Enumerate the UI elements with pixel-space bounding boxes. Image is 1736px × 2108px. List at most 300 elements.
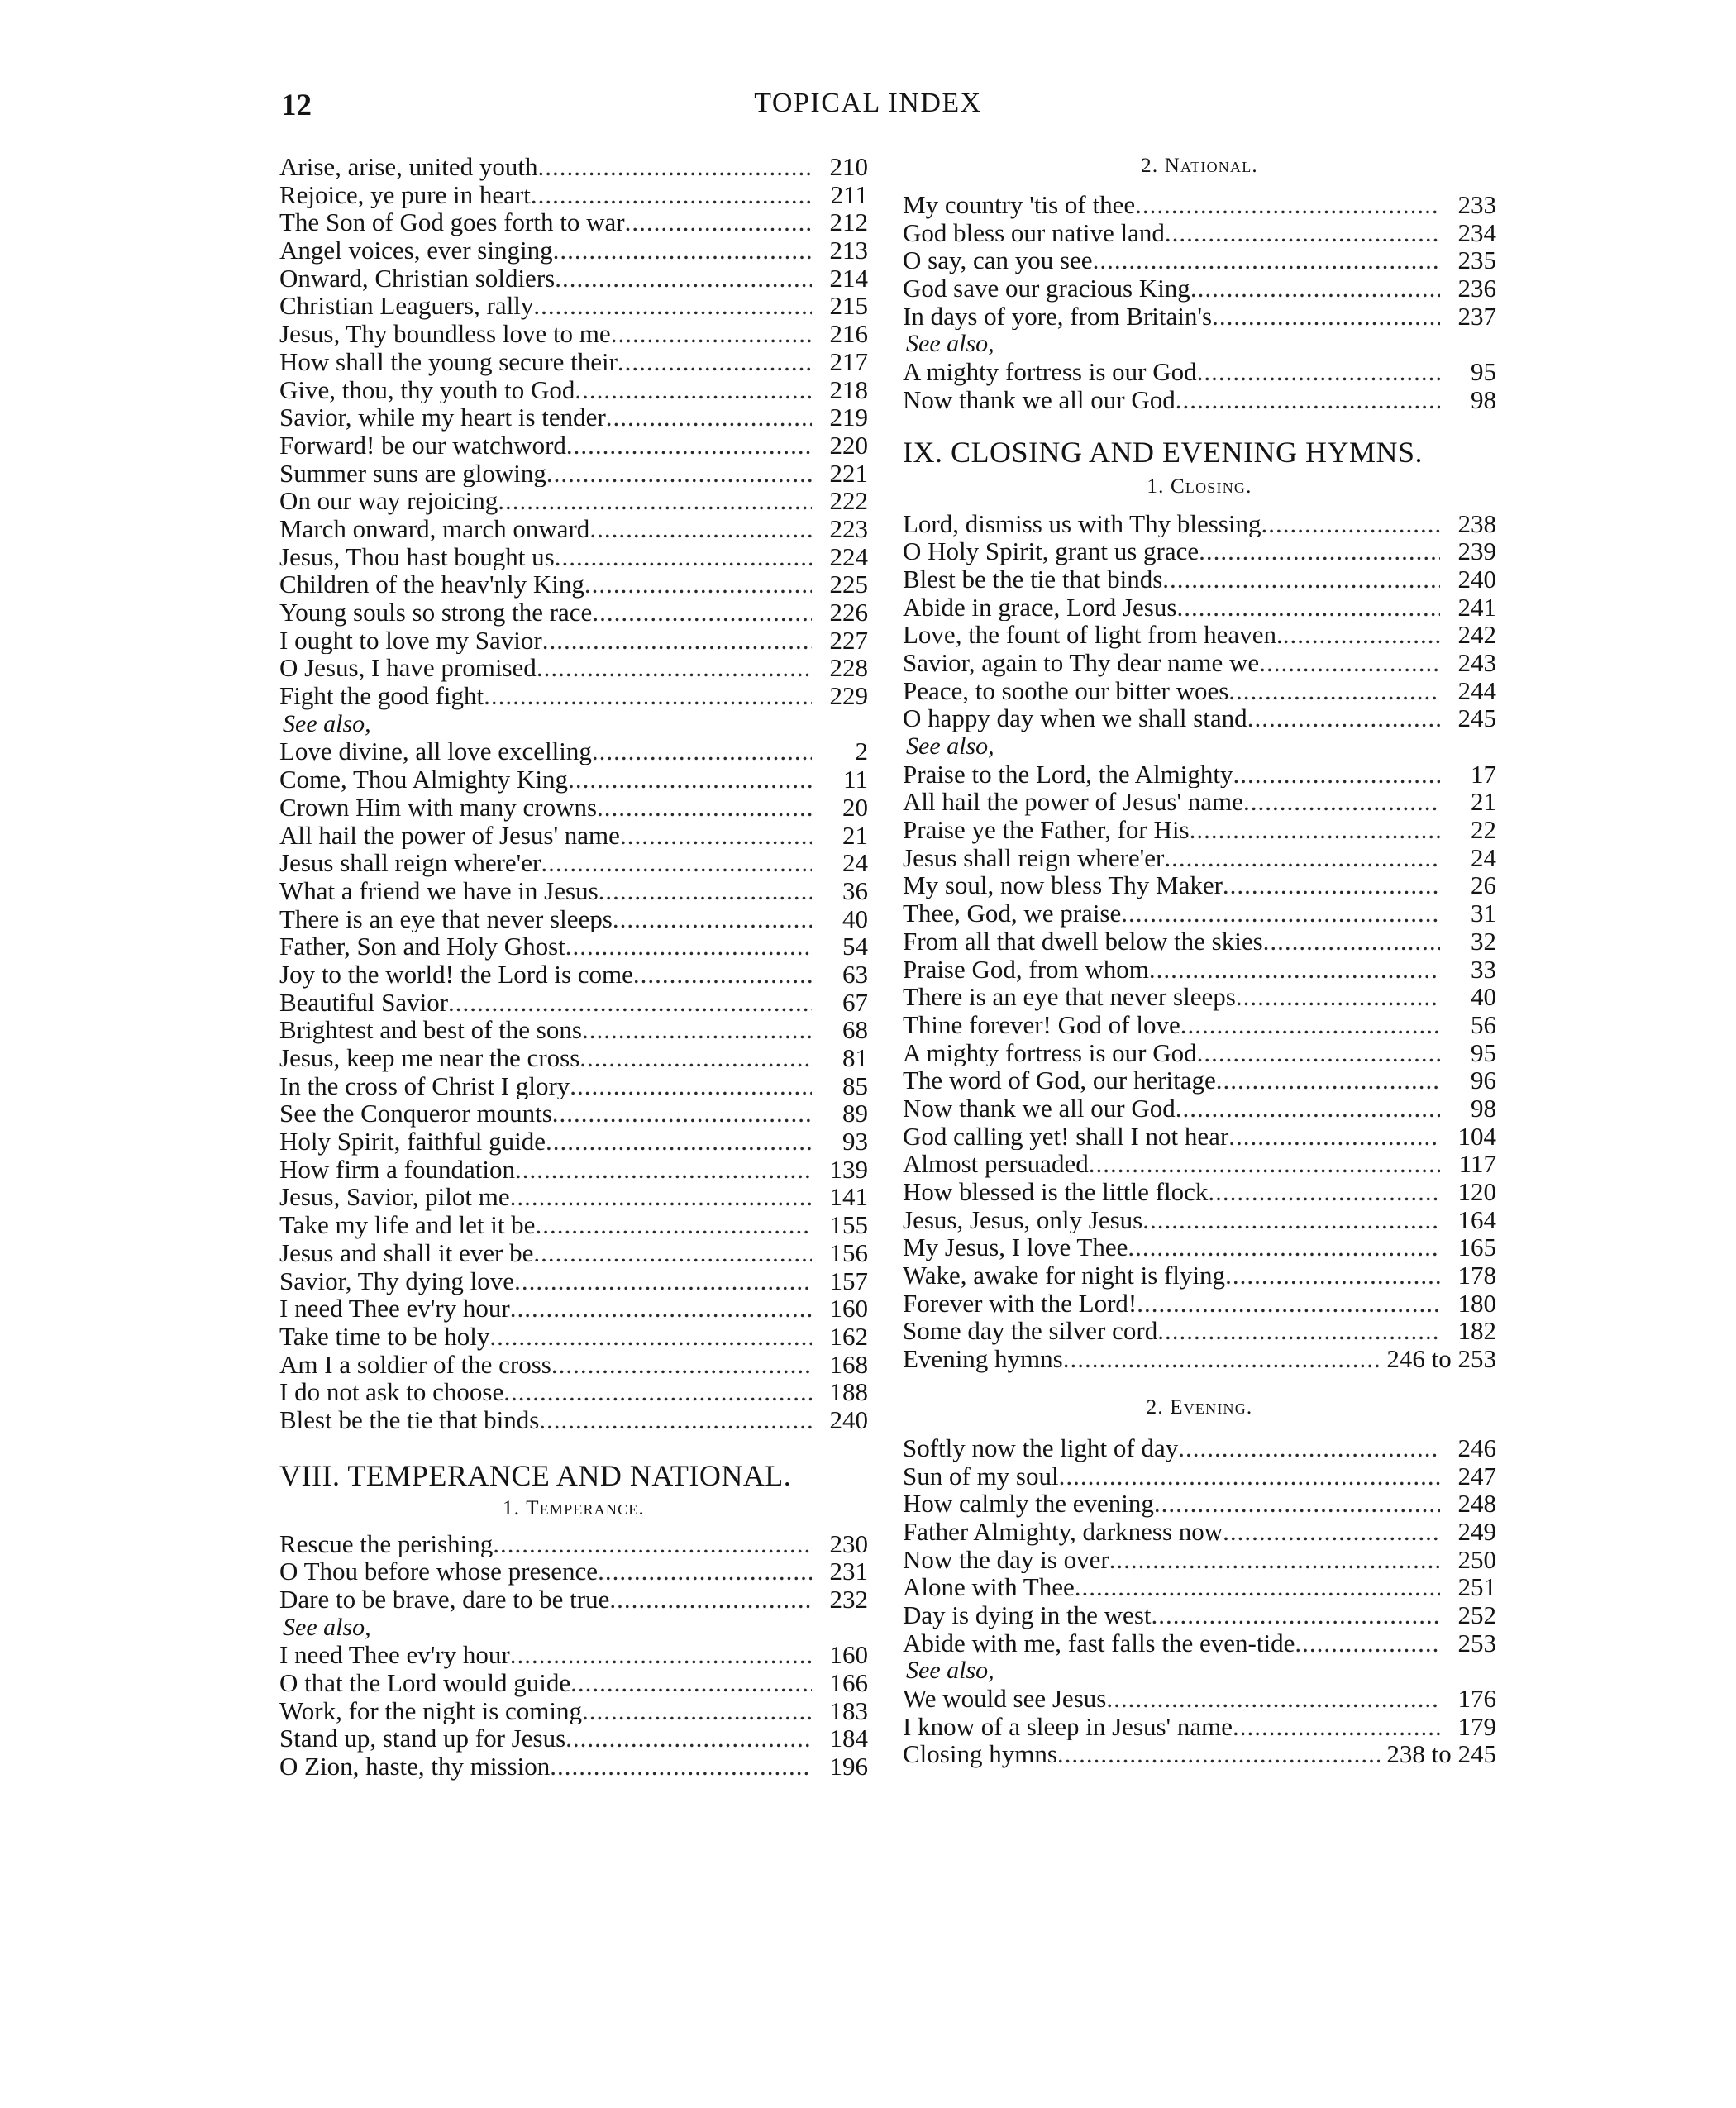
dot-leader bbox=[1059, 1462, 1440, 1490]
hymn-title: Some day the silver cord bbox=[903, 1317, 1158, 1346]
index-entry bbox=[279, 1351, 868, 1379]
index-entry bbox=[279, 765, 868, 794]
hymn-number: 238 to 245 bbox=[1386, 1740, 1496, 1769]
hymn-title: Jesus shall reign where'er bbox=[279, 849, 541, 877]
dot-leader bbox=[618, 348, 812, 376]
hymn-title: How calmly the evening bbox=[903, 1490, 1154, 1518]
hymn-number: 238 bbox=[1457, 509, 1496, 538]
index-entry bbox=[279, 292, 868, 320]
dot-leader bbox=[1106, 1685, 1440, 1713]
dot-leader bbox=[1162, 565, 1440, 594]
hymn-title: O Jesus, I have promised bbox=[279, 654, 537, 683]
dot-leader bbox=[535, 1211, 812, 1239]
index-entry bbox=[279, 1016, 868, 1044]
dot-leader bbox=[1208, 1178, 1440, 1206]
hymn-title: Forward! be our watchword bbox=[279, 431, 566, 460]
dot-leader bbox=[611, 320, 812, 348]
dot-leader bbox=[1164, 844, 1440, 872]
index-entry bbox=[279, 877, 868, 905]
subsection-number: 1. bbox=[503, 1496, 521, 1519]
hymn-title: Evening hymns bbox=[903, 1345, 1063, 1373]
subsection-heading-closing bbox=[903, 474, 1496, 500]
hymn-number: 156 bbox=[829, 1238, 868, 1267]
hymn-number: 240 bbox=[829, 1405, 868, 1434]
dot-leader bbox=[1228, 1123, 1440, 1151]
hymn-number: 241 bbox=[1457, 593, 1496, 622]
index-entry bbox=[903, 1011, 1496, 1039]
index-entry bbox=[903, 358, 1496, 386]
hymn-title: Young souls so strong the race bbox=[279, 599, 593, 627]
dot-leader bbox=[510, 1641, 812, 1669]
index-entry bbox=[279, 1557, 868, 1586]
index-entry bbox=[279, 1128, 868, 1156]
dot-leader bbox=[551, 1351, 812, 1379]
hymn-title: Forever with the Lord! bbox=[903, 1289, 1137, 1318]
index-entry bbox=[279, 849, 868, 877]
index-entry bbox=[903, 983, 1496, 1011]
hymn-number: 63 bbox=[842, 960, 868, 989]
hymn-number: 218 bbox=[829, 375, 868, 404]
youth-hymn-list bbox=[279, 153, 868, 710]
hymn-title: Abide with me, fast falls the even-tide bbox=[903, 1629, 1295, 1657]
hymn-title: Work, for the night is coming bbox=[279, 1696, 583, 1725]
hymn-title: O Thou before whose presence bbox=[279, 1557, 599, 1586]
hymn-number: 11 bbox=[843, 765, 868, 794]
section-heading-viii: VIII. TEMPERANCE AND NATIONAL. bbox=[279, 1458, 792, 1492]
hymn-title: Softly now the light of day bbox=[903, 1433, 1179, 1462]
hymn-title: The Son of God goes forth to war bbox=[279, 208, 625, 237]
see-also-label: See also, bbox=[283, 1613, 371, 1641]
hymn-title: The word of God, our heritage bbox=[903, 1066, 1216, 1095]
index-entry bbox=[903, 899, 1496, 928]
hymn-title: Abide in grace, Lord Jesus bbox=[903, 593, 1177, 622]
index-entry bbox=[903, 816, 1496, 844]
dot-leader bbox=[1295, 1629, 1440, 1657]
index-entry bbox=[903, 510, 1496, 538]
hymn-title: How blessed is the little flock bbox=[903, 1178, 1209, 1206]
hymn-number: 24 bbox=[842, 849, 868, 877]
hymn-number: 246 to 253 bbox=[1386, 1345, 1496, 1373]
dot-leader bbox=[1247, 704, 1440, 732]
dot-leader bbox=[1216, 1066, 1440, 1095]
index-entry bbox=[903, 1345, 1496, 1373]
hymn-number: 31 bbox=[1471, 899, 1496, 928]
hymn-number: 165 bbox=[1457, 1233, 1496, 1262]
hymn-number: 212 bbox=[829, 208, 868, 237]
hymn-number: 214 bbox=[829, 264, 868, 293]
hymn-title: How firm a foundation bbox=[279, 1155, 515, 1184]
hymn-number: 33 bbox=[1471, 955, 1496, 984]
hymn-number: 188 bbox=[829, 1378, 868, 1406]
index-entry bbox=[279, 515, 868, 543]
dot-leader bbox=[555, 543, 812, 571]
hymn-title: My soul, now bless Thy Maker bbox=[903, 871, 1223, 900]
hymn-title: In the cross of Christ I glory bbox=[279, 1071, 570, 1100]
hymn-title: Father, Son and Holy Ghost bbox=[279, 932, 565, 961]
dot-leader bbox=[541, 849, 812, 877]
index-entry bbox=[903, 1518, 1496, 1546]
hymn-title: Praise ye the Father, for His bbox=[903, 816, 1190, 844]
index-entry bbox=[279, 1641, 868, 1669]
index-entry bbox=[279, 932, 868, 961]
dot-leader bbox=[542, 627, 812, 655]
index-entry bbox=[279, 1183, 868, 1211]
dot-leader bbox=[448, 989, 812, 1017]
hymn-title: Savior, while my heart is tender bbox=[279, 403, 606, 432]
dot-leader bbox=[599, 877, 812, 905]
hymn-title: Fight the good fight bbox=[279, 682, 484, 710]
hymn-title: On our way rejoicing bbox=[279, 487, 498, 515]
dot-leader bbox=[1233, 1713, 1440, 1741]
see-also-label: See also, bbox=[283, 709, 371, 737]
hymn-number: 21 bbox=[1471, 788, 1496, 817]
index-entry bbox=[279, 376, 868, 404]
hymn-number: 210 bbox=[829, 153, 868, 181]
index-entry bbox=[903, 1233, 1496, 1261]
hymn-number: 211 bbox=[830, 180, 868, 209]
hymn-title: God calling yet! shall I not hear bbox=[903, 1122, 1229, 1151]
index-entry bbox=[279, 627, 868, 655]
dot-leader bbox=[550, 1753, 812, 1781]
index-entry bbox=[279, 320, 868, 348]
hymn-title: Summer suns are glowing bbox=[279, 459, 546, 488]
hymn-title: Come, Thou Almighty King bbox=[279, 765, 569, 794]
hymn-title: Praise to the Lord, the Almighty bbox=[903, 760, 1233, 789]
dot-leader bbox=[582, 1697, 812, 1725]
index-entry bbox=[903, 1713, 1496, 1741]
hymn-number: 85 bbox=[842, 1071, 868, 1100]
dot-leader bbox=[1178, 1434, 1440, 1462]
hymn-title: Father Almighty, darkness now bbox=[903, 1517, 1223, 1546]
dot-leader bbox=[1089, 1150, 1440, 1178]
index-entry bbox=[903, 219, 1496, 247]
hymn-number: 160 bbox=[829, 1295, 868, 1323]
hymn-number: 235 bbox=[1457, 246, 1496, 275]
hymn-number: 155 bbox=[829, 1211, 868, 1239]
dot-leader bbox=[592, 737, 812, 765]
hymn-number: 36 bbox=[842, 876, 868, 905]
dot-leader bbox=[1190, 816, 1440, 844]
index-entry bbox=[279, 961, 868, 989]
dot-leader bbox=[584, 570, 812, 599]
hymn-title: Peace, to soothe our bitter woes bbox=[903, 676, 1229, 705]
dot-leader bbox=[484, 682, 812, 710]
dot-leader bbox=[553, 236, 812, 265]
evening-see-also-list bbox=[903, 1685, 1496, 1768]
subsection-label: Closing. bbox=[1171, 475, 1252, 498]
hymn-number: 98 bbox=[1471, 385, 1496, 414]
dot-leader bbox=[1223, 871, 1440, 899]
hymn-number: 157 bbox=[829, 1266, 868, 1295]
dot-leader bbox=[1121, 899, 1440, 928]
index-entry bbox=[279, 265, 868, 293]
index-entry bbox=[279, 1156, 868, 1184]
hymn-number: 245 bbox=[1457, 704, 1496, 732]
hymn-number: 2 bbox=[855, 737, 868, 766]
hymn-title: I ought to love my Savior bbox=[279, 626, 542, 655]
index-entry bbox=[903, 677, 1496, 705]
dot-leader bbox=[570, 1072, 812, 1100]
hymn-title: God save our gracious King bbox=[903, 274, 1190, 303]
hymn-title: Angel voices, ever singing bbox=[279, 236, 553, 265]
hymn-title: Blest be the tie that binds bbox=[903, 565, 1163, 594]
dot-leader bbox=[592, 599, 812, 627]
hymn-number: 166 bbox=[829, 1669, 868, 1697]
dot-leader bbox=[1176, 594, 1440, 622]
hymn-number: 20 bbox=[842, 793, 868, 822]
index-entry bbox=[903, 1546, 1496, 1574]
hymn-title: Brightest and best of the sons bbox=[279, 1016, 582, 1044]
hymn-number: 68 bbox=[842, 1016, 868, 1044]
dot-leader bbox=[503, 1378, 812, 1406]
index-entry bbox=[279, 905, 868, 933]
index-entry bbox=[279, 1530, 868, 1558]
dot-leader bbox=[510, 1183, 812, 1211]
running-head: TOPICAL INDEX bbox=[754, 88, 982, 118]
hymn-number: 244 bbox=[1457, 676, 1496, 705]
dot-leader bbox=[566, 432, 812, 460]
dot-leader bbox=[579, 1044, 812, 1072]
dot-leader bbox=[1190, 274, 1440, 303]
hymn-title: Jesus shall reign where'er bbox=[903, 843, 1165, 872]
index-entry bbox=[279, 1044, 868, 1072]
hymn-number: 215 bbox=[829, 292, 868, 321]
dot-leader bbox=[538, 153, 812, 181]
index-entry bbox=[279, 1378, 868, 1406]
hymn-title: Take time to be holy bbox=[279, 1322, 490, 1351]
hymn-number: 227 bbox=[829, 626, 868, 655]
hymn-number: 222 bbox=[829, 487, 868, 515]
hymn-title: Closing hymns bbox=[903, 1740, 1057, 1769]
dot-leader bbox=[552, 1099, 812, 1128]
index-entry bbox=[279, 654, 868, 682]
index-entry bbox=[903, 1629, 1496, 1657]
hymn-title: Onward, Christian soldiers bbox=[279, 264, 556, 293]
dot-leader bbox=[1223, 1518, 1440, 1546]
section-heading-ix: IX. CLOSING AND EVENING HYMNS. bbox=[903, 435, 1423, 469]
dot-leader bbox=[597, 794, 812, 822]
dot-leader bbox=[1263, 928, 1440, 956]
dot-leader bbox=[533, 1239, 812, 1267]
hymn-title: What a friend we have in Jesus bbox=[279, 876, 599, 905]
hymn-title: Now the day is over bbox=[903, 1545, 1109, 1574]
hymn-title: Am I a soldier of the cross bbox=[279, 1350, 551, 1379]
index-entry bbox=[279, 1406, 868, 1434]
subsection-heading-national bbox=[903, 153, 1496, 179]
dot-leader bbox=[533, 292, 812, 320]
index-entry bbox=[279, 543, 868, 571]
dot-leader bbox=[546, 1128, 812, 1156]
hymn-number: 40 bbox=[842, 904, 868, 933]
hymn-title: Thine forever! God of love bbox=[903, 1010, 1180, 1039]
index-entry bbox=[903, 1066, 1496, 1095]
dot-leader bbox=[531, 181, 812, 209]
hymn-title: Thee, God, we praise bbox=[903, 899, 1122, 928]
index-entry bbox=[903, 1490, 1496, 1518]
hymn-number: 162 bbox=[829, 1322, 868, 1351]
index-entry bbox=[903, 1685, 1496, 1713]
hymn-number: 243 bbox=[1457, 648, 1496, 677]
hymn-title: Jesus, Thy boundless love to me bbox=[279, 320, 611, 348]
dot-leader bbox=[1180, 1011, 1440, 1039]
index-entry bbox=[903, 1095, 1496, 1123]
hymn-number: 40 bbox=[1471, 983, 1496, 1011]
dot-leader bbox=[539, 1406, 812, 1434]
hymn-number: 176 bbox=[1457, 1685, 1496, 1713]
index-entry bbox=[903, 1206, 1496, 1234]
hymn-title: Christian Leaguers, rally bbox=[279, 292, 534, 321]
dot-leader bbox=[606, 403, 812, 432]
dot-leader bbox=[582, 1016, 812, 1044]
hymn-title: All hail the power of Jesus' name bbox=[279, 821, 620, 850]
index-entry bbox=[279, 208, 868, 236]
hymn-number: 89 bbox=[842, 1099, 868, 1128]
hymn-title: Take my life and let it be bbox=[279, 1211, 536, 1239]
subsection-number: 2. bbox=[1146, 1395, 1164, 1419]
dot-leader bbox=[1137, 1290, 1440, 1318]
hymn-number: 234 bbox=[1457, 218, 1496, 247]
subsection-label: National. bbox=[1164, 155, 1258, 177]
hymn-title: Dare to be brave, dare to be true bbox=[279, 1586, 610, 1614]
dot-leader bbox=[1142, 1206, 1440, 1234]
index-entry bbox=[903, 844, 1496, 872]
hymn-title: Jesus, Savior, pilot me bbox=[279, 1183, 510, 1212]
left-column bbox=[279, 153, 868, 1781]
hymn-title: Children of the heav'nly King bbox=[279, 570, 584, 599]
hymn-number: 98 bbox=[1471, 1094, 1496, 1123]
hymn-number: 220 bbox=[829, 431, 868, 460]
hymn-number: 236 bbox=[1457, 274, 1496, 303]
hymn-title: I know of a sleep in Jesus' name bbox=[903, 1712, 1233, 1741]
hymn-title: Savior, again to Thy dear name we bbox=[903, 648, 1260, 677]
dot-leader bbox=[620, 822, 812, 850]
dot-leader bbox=[1199, 537, 1440, 565]
index-entry bbox=[279, 460, 868, 488]
hymn-number: 164 bbox=[1457, 1205, 1496, 1234]
index-entry bbox=[903, 928, 1496, 956]
index-entry bbox=[903, 704, 1496, 732]
dot-leader bbox=[1228, 677, 1440, 705]
hymn-title: Lord, dismiss us with Thy blessing bbox=[903, 509, 1261, 538]
index-entry bbox=[903, 274, 1496, 303]
hymn-number: 180 bbox=[1457, 1289, 1496, 1318]
hymn-title: O that the Lord would guide bbox=[279, 1669, 571, 1697]
see-also-label: See also, bbox=[906, 330, 994, 358]
hymn-number: 223 bbox=[829, 514, 868, 543]
index-entry bbox=[903, 871, 1496, 899]
hymn-title: There is an eye that never sleeps bbox=[279, 904, 613, 933]
hymn-number: 179 bbox=[1457, 1712, 1496, 1741]
hymn-number: 32 bbox=[1471, 927, 1496, 956]
hymn-title: Give, thou, thy youth to God bbox=[279, 375, 575, 404]
hymn-title: O Holy Spirit, grant us grace bbox=[903, 537, 1199, 565]
index-entry bbox=[279, 348, 868, 376]
index-entry bbox=[279, 1323, 868, 1351]
hymn-number: 95 bbox=[1471, 1038, 1496, 1067]
page-number: 12 bbox=[281, 88, 312, 122]
index-entry bbox=[903, 386, 1496, 414]
dot-leader bbox=[1135, 191, 1440, 219]
hymn-title: Jesus, keep me near the cross bbox=[279, 1044, 580, 1072]
dot-leader bbox=[1259, 649, 1440, 677]
dot-leader bbox=[1212, 303, 1440, 331]
hymn-number: 95 bbox=[1471, 358, 1496, 386]
hymn-number: 246 bbox=[1457, 1433, 1496, 1462]
hymn-number: 21 bbox=[842, 821, 868, 850]
index-entry bbox=[279, 1239, 868, 1267]
hymn-number: 17 bbox=[1471, 760, 1496, 789]
index-entry bbox=[903, 246, 1496, 274]
hymn-number: 233 bbox=[1457, 191, 1496, 219]
index-entry bbox=[279, 1724, 868, 1753]
hymn-number: 160 bbox=[829, 1641, 868, 1670]
dot-leader bbox=[1197, 358, 1440, 386]
index-entry bbox=[279, 1072, 868, 1100]
dot-leader bbox=[568, 765, 812, 794]
index-entry bbox=[279, 1211, 868, 1239]
hymn-number: 213 bbox=[829, 236, 868, 265]
dot-leader bbox=[565, 932, 812, 961]
dot-leader bbox=[1154, 1490, 1440, 1518]
hymn-number: 81 bbox=[842, 1044, 868, 1072]
index-entry bbox=[903, 594, 1496, 622]
index-entry bbox=[903, 1317, 1496, 1345]
closing-hymn-list bbox=[903, 510, 1496, 733]
index-entry bbox=[279, 989, 868, 1017]
hymn-number: 120 bbox=[1457, 1178, 1496, 1206]
index-entry bbox=[903, 537, 1496, 565]
closing-see-also-list bbox=[903, 761, 1496, 1373]
hymn-title: I need Thee ev'ry hour bbox=[279, 1641, 510, 1670]
dot-leader bbox=[613, 905, 812, 933]
hymn-number: 240 bbox=[1457, 565, 1496, 594]
hymn-number: 253 bbox=[1457, 1629, 1496, 1657]
index-entry bbox=[279, 822, 868, 850]
hymn-number: 22 bbox=[1471, 816, 1496, 844]
hymn-number: 168 bbox=[829, 1350, 868, 1379]
hymn-title: I need Thee ev'ry hour bbox=[279, 1295, 510, 1323]
hymn-title: A mighty fortress is our God bbox=[903, 1038, 1197, 1067]
hymn-title: Jesus, Thou hast bought us bbox=[279, 542, 555, 571]
index-entry bbox=[903, 1573, 1496, 1601]
dot-leader bbox=[1176, 386, 1440, 414]
hymn-number: 219 bbox=[829, 403, 868, 432]
temperance-hymn-list bbox=[279, 1530, 868, 1614]
hymn-number: 248 bbox=[1457, 1490, 1496, 1518]
hymn-number: 93 bbox=[842, 1128, 868, 1156]
hymn-number: 242 bbox=[1457, 621, 1496, 649]
hymn-number: 224 bbox=[829, 542, 868, 571]
dot-leader bbox=[1243, 788, 1440, 816]
dot-leader bbox=[510, 1295, 812, 1323]
evening-hymn-list bbox=[903, 1434, 1496, 1657]
dot-leader bbox=[1057, 1740, 1380, 1768]
hymn-title: Praise God, from whom bbox=[903, 955, 1149, 984]
dot-leader bbox=[1109, 1546, 1440, 1574]
dot-leader bbox=[489, 1323, 812, 1351]
dot-leader bbox=[493, 1530, 812, 1558]
see-also-label: See also, bbox=[906, 732, 994, 760]
hymn-number: 252 bbox=[1457, 1600, 1496, 1629]
index-entry bbox=[903, 1178, 1496, 1206]
national-hymn-list bbox=[903, 191, 1496, 330]
dot-leader bbox=[546, 460, 812, 488]
dot-leader bbox=[1093, 246, 1440, 274]
hymn-title: Holy Spirit, faithful guide bbox=[279, 1128, 546, 1156]
index-entry bbox=[279, 1267, 868, 1295]
hymn-number: 250 bbox=[1457, 1545, 1496, 1574]
subsection-number: 1. bbox=[1147, 475, 1165, 498]
